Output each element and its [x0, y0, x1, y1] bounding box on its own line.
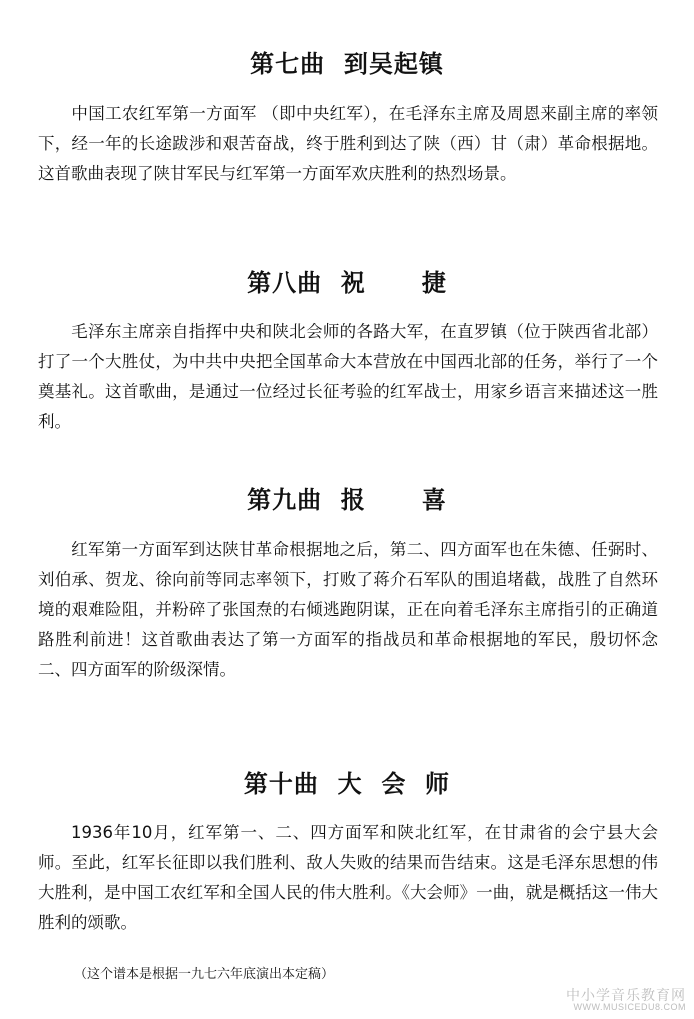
- section-body-9: [38, 535, 658, 685]
- section-body-8: [38, 317, 658, 437]
- section-body-10: [38, 818, 658, 938]
- site-watermark: [566, 988, 686, 1013]
- section-body-10-text: 1936年10月，红军第一、二、四方面军和陕北红军，在甘肃省的会宁县大会师。至此，红军长征即以我们胜利、敌人失败的结果而告结束。这是毛泽东思想的伟大胜利，是中国工农红军和全国人民的伟大胜利。《大会师》一曲，就是概括这一伟大胜利的颂歌。: [38, 823, 658, 932]
- section-body-8-text: 毛泽东主席亲自指挥中央和陕北会师的各路大军，在直罗镇（位于陕西省北部）打了一个大胜仗，为中共中央把全国革命大本营放在中国西北部的任务，举行了一个奠基礼。这首歌曲，是通过一位经过长征考验的红军战士，用家乡语言来描述这一胜利。: [38, 322, 658, 431]
- section-body-9-text: 红军第一方面军到达陕甘革命根据地之后，第二、四方面军也在朱德、任弼时、刘伯承、贺龙、徐向前等同志率领下，打败了蒋介石军队的围追堵截，战胜了自然环境的艰难险阻，并粉碎了张国焘的右倾逃跑阴谋，正在向着毛泽东主席指引的正确道路胜利前进！这首歌曲表达了第一方面军的指战员和革命根据地的军民，殷切怀念二、四方面军的阶级深情。: [38, 540, 658, 679]
- section-title-9: 第九曲 报 喜: [247, 486, 447, 514]
- source-footnote: （这个谱本是根据一九七六年底演出本定稿）: [74, 967, 335, 982]
- section-title-10: 第十曲 大 会 师: [243, 770, 451, 798]
- watermark-url: WWW.MUSICEDU8.COM: [573, 1002, 686, 1013]
- section-body-7-text: 中国工农红军第一方面军 （即中央红军），在毛泽东主席及周恩来副主席的率领下，经一年的长途跋涉和艰苦奋战，终于胜利到达了陕（西）甘（肃）革命根据地。这首歌曲表现了陕甘军民与红军第一方面军欢庆胜利的热烈场景。: [38, 104, 658, 183]
- section-title-8: 第八曲 祝 捷: [247, 269, 447, 297]
- section-title-7: 第七曲 到吴起镇: [250, 50, 444, 78]
- watermark-site-name: 中小学音乐教育网: [566, 986, 686, 1003]
- section-body-7: [38, 99, 658, 189]
